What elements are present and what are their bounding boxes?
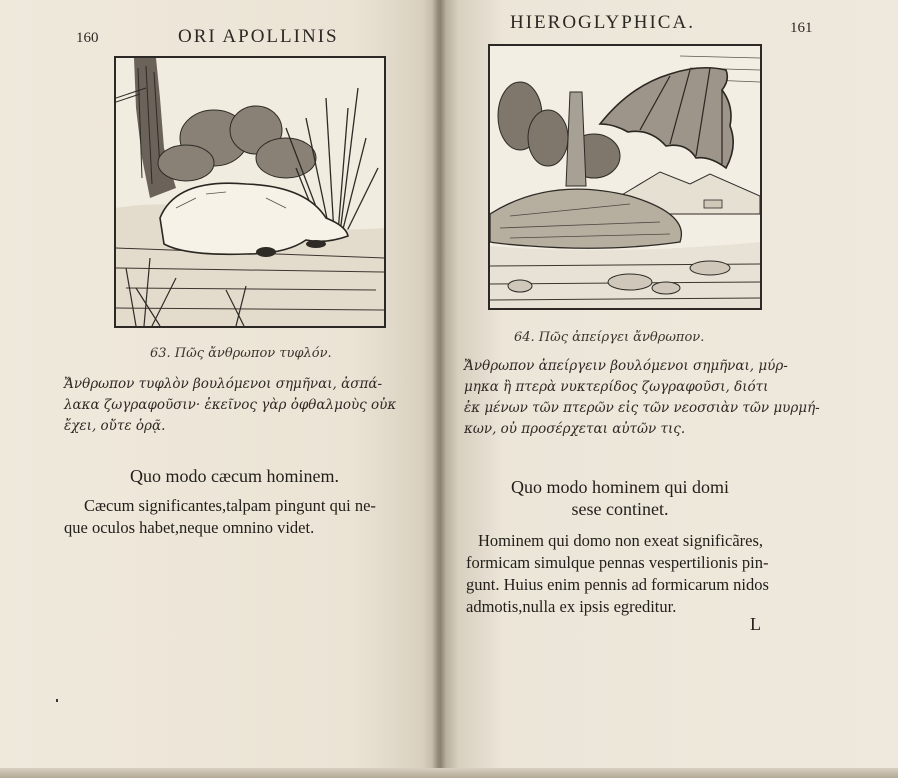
paper-speck — [56, 699, 58, 702]
figure-caption: 63. Πῶς ἄνθρωπον τυφλόν. — [150, 346, 332, 361]
greek-text — [64, 374, 396, 437]
latin-heading-line: sese continet. — [571, 499, 669, 519]
latin-line: Cæcum significantes,talpam pingunt qui ne- — [84, 496, 376, 515]
woodcut-bat-illustration — [488, 44, 762, 310]
latin-heading — [500, 476, 740, 520]
greek-line: ἐκ μένων τῶν πτερῶν εἰς τῶν νεοσσιὰν τῶν μυρμή- — [464, 400, 820, 416]
page-edge — [0, 768, 898, 778]
page-number: 161 — [790, 20, 813, 36]
figure-caption: 64. Πῶς ἀπείργει ἄνθρωπον. — [514, 330, 705, 345]
greek-line: Ἄνθρωπον ἀπείργειν βουλόμενοι σημῆναι, μύρ- — [464, 358, 788, 374]
page-number: 160 — [76, 30, 99, 46]
running-head: HIEROGLYPHICA. — [510, 12, 695, 33]
greek-line: Ἄνθρωπον τυφλὸν βουλόμενοι σημῆναι, ἀσπά- — [64, 376, 383, 392]
greek-line: λακα ζωγραφοῦσιν· ἐκεῖνος γὰρ ὀφθαλμοὺς οὐκ — [64, 397, 397, 413]
book-gutter — [432, 0, 446, 778]
latin-text — [64, 495, 376, 539]
latin-heading-line: Quo modo hominem qui domi — [511, 477, 729, 497]
latin-line: gunt. Huius enim pennis ad formicarum nidos — [466, 575, 769, 594]
greek-line: μηκα ἢ πτερὰ νυκτερίδος ζωγραφοῦσι, διότι — [464, 379, 769, 395]
left-page — [0, 0, 440, 778]
latin-line: que oculos habet,neque omnino videt. — [64, 518, 315, 537]
latin-heading: Quo modo cæcum hominem. — [130, 466, 339, 486]
greek-text — [464, 356, 820, 440]
running-head: ORI APOLLINIS — [178, 26, 339, 47]
latin-line: Hominem qui domo non exeat significãres, — [478, 531, 764, 550]
greek-line: ἔχει, οὔτε ὁρᾷ. — [64, 418, 166, 434]
latin-line: formicam simulque pennas vespertilionis pin- — [466, 553, 769, 572]
signature-mark: L — [750, 614, 761, 634]
greek-line: κων, οὐ προσέρχεται αὐτῶν τις. — [464, 421, 686, 437]
latin-text — [466, 530, 769, 618]
woodcut-mole-illustration — [114, 56, 386, 328]
right-page — [440, 0, 898, 778]
latin-line: admotis,nulla ex ipsis egreditur. — [466, 597, 677, 616]
